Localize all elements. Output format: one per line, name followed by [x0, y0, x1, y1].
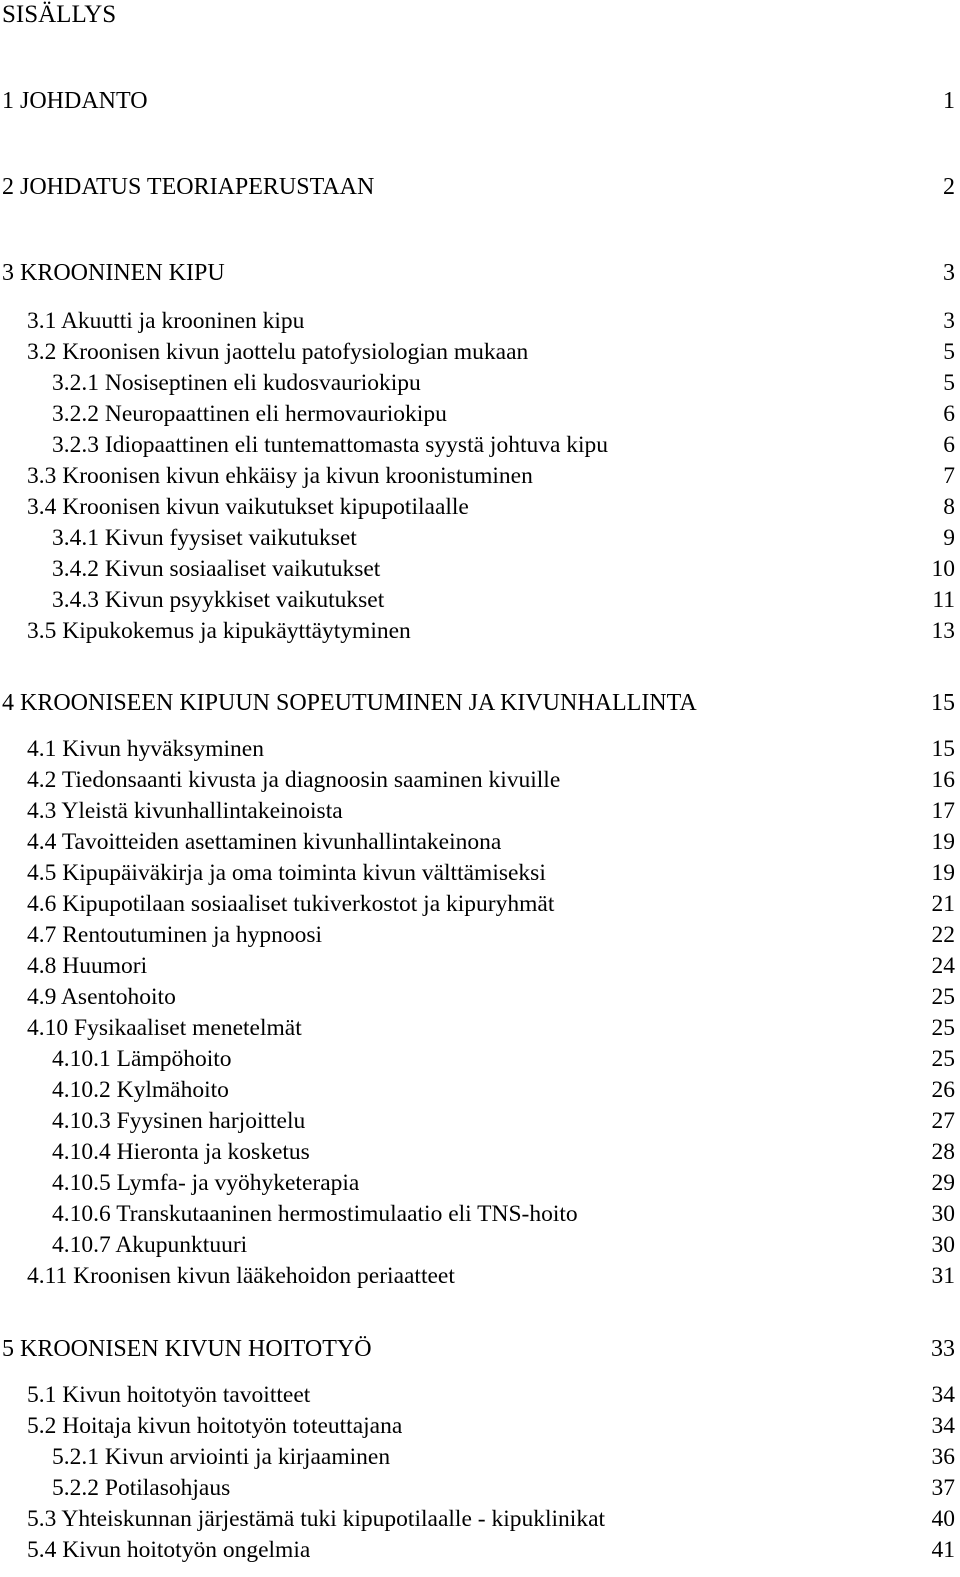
toc-entry [0, 1013, 955, 1043]
toc-entry-title: 3.3 Kroonisen kivun ehkäisy ja kivun kroonistuminen [27, 463, 533, 489]
toc-entry [0, 1199, 955, 1229]
toc-entry [0, 1075, 955, 1105]
toc-entry [0, 492, 955, 522]
toc-entry-title: 4.10.5 Lymfa- ja vyöhyketerapia [52, 1170, 360, 1196]
toc-entry-title: 4.9 Asentohoito [27, 984, 176, 1010]
toc-entry-page: 40 [931, 1506, 955, 1532]
toc-entry-page: 30 [931, 1232, 955, 1258]
toc-entry [0, 796, 955, 826]
toc-entry-page: 1 [943, 88, 955, 114]
toc-entry [0, 430, 955, 460]
toc-entry [0, 688, 955, 718]
toc-entry-page: 25 [931, 1046, 955, 1072]
toc-entry-page: 31 [931, 1263, 955, 1289]
toc-entry-title: 3.2.1 Nosiseptinen eli kudosvauriokipu [52, 370, 421, 396]
toc-entry-title: 3.4 Kroonisen kivun vaikutukset kipupotilaalle [27, 494, 469, 520]
toc-entry-page: 27 [931, 1108, 955, 1134]
toc-entry-title: 4.6 Kipupotilaan sosiaaliset tukiverkostot ja kipuryhmät [27, 891, 555, 917]
toc-entry [0, 1411, 955, 1441]
toc-entry [0, 554, 955, 584]
toc-entry-page: 28 [931, 1139, 955, 1165]
toc-entry-page: 41 [931, 1537, 955, 1563]
toc-entry-page: 24 [931, 953, 955, 979]
toc-entry-page: 25 [931, 1015, 955, 1041]
toc-entry [0, 172, 955, 202]
toc-entry [0, 258, 955, 288]
toc-entry-page: 16 [931, 767, 955, 793]
toc-entry-title: 4.10.2 Kylmähoito [52, 1077, 229, 1103]
toc-entry [0, 765, 955, 795]
toc-entry [0, 337, 955, 367]
toc-entry-title: 3.4.3 Kivun psyykkiset vaikutukset [52, 587, 385, 613]
toc-entry-title: 4.10.4 Hieronta ja kosketus [52, 1139, 310, 1165]
toc-entry-title: 4 KROONISEEN KIPUUN SOPEUTUMINEN JA KIVUNHALLINTA [2, 690, 697, 716]
toc-entry-page: 33 [931, 1336, 955, 1362]
toc-entry-title: 4.10.6 Transkutaaninen hermostimulaatio eli TNS-hoito [52, 1201, 578, 1227]
toc-entry-title: 4.10.3 Fyysinen harjoittelu [52, 1108, 306, 1134]
toc-entry [0, 616, 955, 646]
toc-entry [0, 1473, 955, 1503]
toc-entry [0, 1442, 955, 1472]
toc-entry-page: 17 [931, 798, 955, 824]
toc-entry-title: 4.1 Kivun hyväksyminen [27, 736, 264, 762]
toc-entry [0, 1380, 955, 1410]
toc-entry-page: 5 [943, 370, 955, 396]
toc-entry-title: 5 KROONISEN KIVUN HOITOTYÖ [2, 1336, 372, 1362]
toc-entry-page: 37 [931, 1475, 955, 1501]
toc-entry-page: 3 [943, 260, 955, 286]
toc-entry-title: 3 KROONINEN KIPU [2, 260, 225, 286]
toc-entry-page: 9 [943, 525, 955, 551]
toc-entry-title: 4.10 Fysikaaliset menetelmät [27, 1015, 302, 1041]
toc-entry-title: 3.2.3 Idiopaattinen eli tuntemattomasta syystä johtuva kipu [52, 432, 609, 458]
toc-entry-page: 22 [931, 922, 955, 948]
toc-entry [0, 399, 955, 429]
toc-entry-title: 4.2 Tiedonsaanti kivusta ja diagnoosin saaminen kivuille [27, 767, 561, 793]
toc-entry-title: 4.8 Huumori [27, 953, 148, 979]
toc-entry-page: 8 [943, 494, 955, 520]
toc-entry-title: 3.2 Kroonisen kivun jaottelu patofysiologian mukaan [27, 339, 529, 365]
toc-entry [0, 1137, 955, 1167]
toc-entry-title: 3.5 Kipukokemus ja kipukäyttäytyminen [27, 618, 411, 644]
toc-entry [0, 585, 955, 615]
toc-entry-title: 4.7 Rentoutuminen ja hypnoosi [27, 922, 323, 948]
toc-entry-title: 5.1 Kivun hoitotyön tavoitteet [27, 1382, 311, 1408]
toc-entry [0, 858, 955, 888]
toc-entry-page: 11 [932, 587, 955, 613]
toc-heading: SISÄLLYS [2, 1, 117, 28]
toc-entry-page: 36 [931, 1444, 955, 1470]
toc-entry-title: 4.10.1 Lämpöhoito [52, 1046, 232, 1072]
toc-entry-title: 3.2.2 Neuropaattinen eli hermovauriokipu [52, 401, 447, 427]
toc-entry-page: 21 [931, 891, 955, 917]
toc-entry-title: 4.4 Tavoitteiden asettaminen kivunhallintakeinona [27, 829, 502, 855]
toc-entry-page: 29 [931, 1170, 955, 1196]
toc-entry-title: 5.2.1 Kivun arviointi ja kirjaaminen [52, 1444, 391, 1470]
toc-entry-title: 4.5 Kipupäiväkirja ja oma toiminta kivun välttämiseksi [27, 860, 546, 886]
toc-entry-page: 30 [931, 1201, 955, 1227]
toc-entry-title: 3.4.2 Kivun sosiaaliset vaikutukset [52, 556, 381, 582]
toc-entry [0, 951, 955, 981]
toc-entry-page: 10 [931, 556, 955, 582]
toc-entry-page: 26 [931, 1077, 955, 1103]
toc-entry [0, 827, 955, 857]
toc-entry-title: 3.4.1 Kivun fyysiset vaikutukset [52, 525, 357, 551]
toc-entry-page: 6 [943, 401, 955, 427]
toc-entry-title: 5.2.2 Potilasohjaus [52, 1475, 231, 1501]
toc-entry-title: 3.1 Akuutti ja krooninen kipu [27, 308, 305, 334]
toc-entry [0, 1535, 955, 1565]
toc-entry [0, 368, 955, 398]
toc-entry [0, 920, 955, 950]
toc-entry-page: 5 [943, 339, 955, 365]
toc-entry-page: 2 [943, 174, 955, 200]
toc-entry-page: 19 [931, 860, 955, 886]
toc-entry [0, 86, 955, 116]
toc-entry [0, 1106, 955, 1136]
toc-entry-title: 5.3 Yhteiskunnan järjestämä tuki kipupotilaalle - kipuklinikat [27, 1506, 606, 1532]
toc-entry-title: 5.2 Hoitaja kivun hoitotyön toteuttajana [27, 1413, 403, 1439]
toc-entry-page: 15 [931, 736, 955, 762]
toc-entry-page: 7 [943, 463, 955, 489]
toc-entry [0, 1230, 955, 1260]
toc-entry [0, 1261, 955, 1291]
toc-entry [0, 1044, 955, 1074]
toc-entry-title: 4.11 Kroonisen kivun lääkehoidon periaatteet [27, 1263, 455, 1289]
toc-entry [0, 1334, 955, 1364]
toc-entry-page: 34 [931, 1382, 955, 1408]
toc-entry [0, 889, 955, 919]
toc-entry-page: 15 [931, 690, 955, 716]
toc-entry [0, 734, 955, 764]
toc-entry-title: 2 JOHDATUS TEORIAPERUSTAAN [2, 174, 375, 200]
toc-entry-page: 13 [931, 618, 955, 644]
toc-entry-page: 34 [931, 1413, 955, 1439]
toc-entry-page: 6 [943, 432, 955, 458]
toc-entry [0, 1168, 955, 1198]
toc-entry-title: 1 JOHDANTO [2, 88, 148, 114]
toc-entry-page: 19 [931, 829, 955, 855]
toc-entry [0, 523, 955, 553]
toc-entry-page: 3 [943, 308, 955, 334]
toc-entry-title: 5.4 Kivun hoitotyön ongelmia [27, 1537, 311, 1563]
toc-entry [0, 461, 955, 491]
toc-entry-title: 4.3 Yleistä kivunhallintakeinoista [27, 798, 343, 824]
toc-entry-page: 25 [931, 984, 955, 1010]
toc-entry [0, 1504, 955, 1534]
toc-entry [0, 982, 955, 1012]
toc-entry [0, 306, 955, 336]
toc-entry-title: 4.10.7 Akupunktuuri [52, 1232, 248, 1258]
